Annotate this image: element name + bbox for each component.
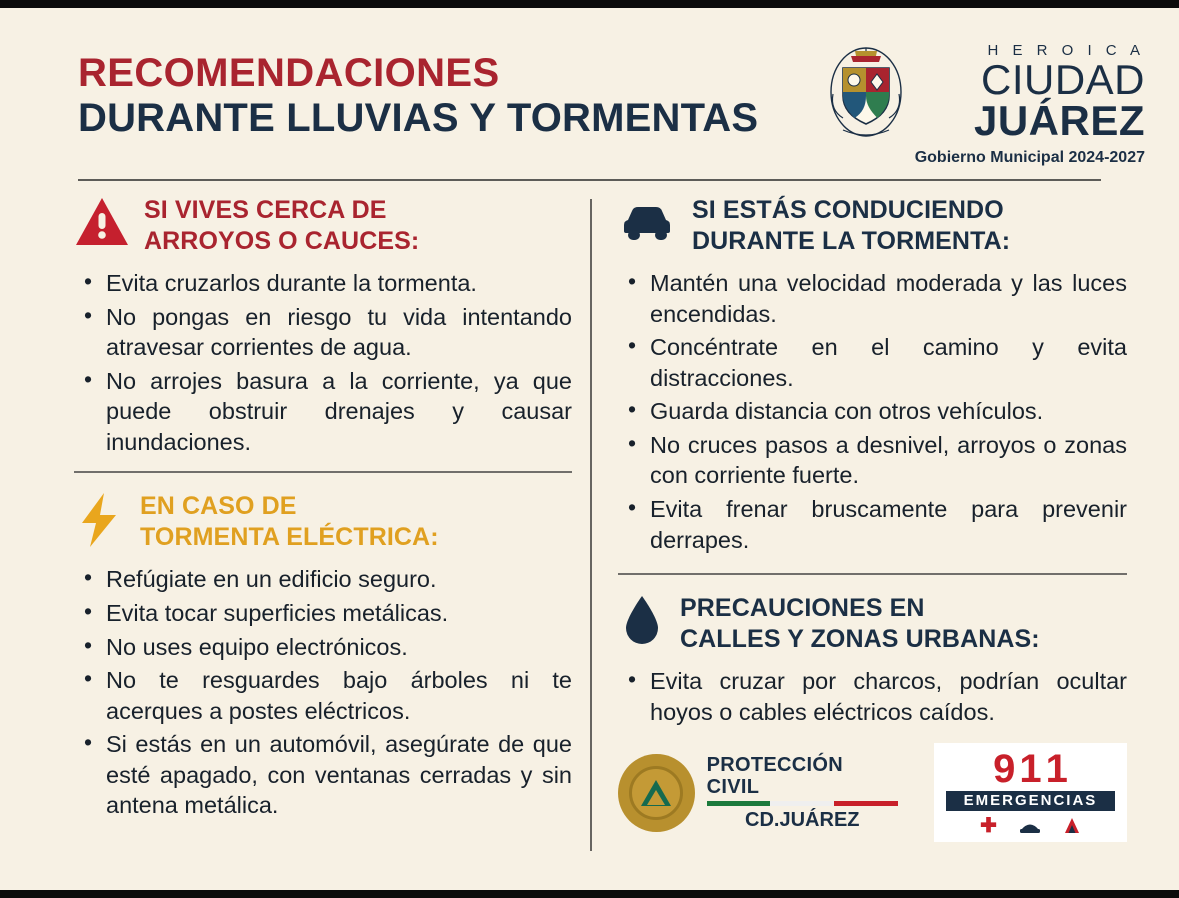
footer-logos — [618, 743, 1127, 842]
list-arroyos — [74, 268, 572, 457]
section-header-tormenta-electrica — [74, 491, 572, 552]
proteccion-civil-line1: PROTECCIÓN CIVIL — [706, 754, 843, 799]
list-item: • No te resguardes bajo árboles ni te acerques a postes eléctricos. — [74, 665, 572, 726]
left-column — [74, 195, 590, 885]
list-item: • Concéntrate en el camino y evita distracciones. — [618, 332, 1127, 393]
proteccion-civil-line2: CD.JUÁREZ — [745, 809, 860, 832]
list-item: • Guarda distancia con otros vehículos. — [618, 396, 1127, 427]
medical-cross-icon: ✚ — [980, 815, 997, 838]
section-title-arroyos — [144, 195, 419, 256]
list-item: • Mantén una velocidad moderada y las luces encendidas. — [618, 268, 1127, 329]
emergency-digit-3: 1 — [1045, 747, 1068, 792]
section-title-line2: ARROYOS O CAUCES: — [144, 226, 420, 255]
section-header-conduciendo — [618, 195, 1127, 256]
emergency-number — [946, 747, 1115, 792]
right-column — [592, 195, 1127, 885]
emergency-digit-2: 1 — [1019, 747, 1042, 792]
lightning-bolt-icon — [74, 491, 126, 549]
brand-ciudad: CIUDAD — [980, 56, 1145, 103]
right-section-divider — [618, 573, 1127, 575]
header-divider — [78, 179, 1101, 181]
column-divider — [590, 199, 592, 851]
section-title-line2: DURANTE LA TORMENTA: — [692, 226, 1011, 255]
emergency-service-icons — [946, 816, 1115, 836]
brand-government-line: Gobierno Municipal 2024-2027 — [914, 149, 1145, 167]
section-title-line2: CALLES Y ZONAS URBANAS: — [680, 624, 1040, 653]
list-tormenta-electrica — [74, 564, 572, 820]
list-item: • Evita cruzar por charcos, podrían ocultar hoyos o cables eléctricos caídos. — [618, 666, 1127, 727]
brand-juarez: JUÁREZ — [973, 97, 1145, 145]
section-title-calles-urbanas — [680, 593, 1040, 654]
section-title-conduciendo — [692, 195, 1010, 256]
section-header-arroyos — [74, 195, 572, 256]
mexico-flag-bar — [707, 801, 898, 806]
section-header-calles-urbanas — [618, 593, 1127, 654]
list-item: • Evita frenar bruscamente para prevenir derrapes. — [618, 494, 1127, 555]
city-brand — [829, 38, 1145, 167]
proteccion-civil-logo — [618, 754, 898, 832]
section-title-line1: EN CASO DE — [140, 492, 297, 521]
warning-triangle-icon — [74, 195, 130, 249]
section-title-line1: PRECAUCIONES EN — [680, 594, 925, 623]
list-item: • Si estás en un automóvil, asegúrate de que esté apagado, con ventanas cerradas y sin antena metálica. — [74, 729, 572, 821]
section-title-line2: TORMENTA ELÉCTRICA: — [140, 522, 439, 551]
page-title-line1: RECOMENDACIONES — [78, 51, 500, 95]
left-section-divider — [74, 471, 572, 473]
list-item: • No arrojes basura a la corriente, ya que puede obstruir drenajes y causar inundaciones. — [74, 366, 572, 458]
fire-flame-icon — [1063, 817, 1081, 835]
poster-canvas — [0, 8, 1179, 890]
content-columns — [30, 195, 1149, 885]
emergency-digit-1: 9 — [993, 747, 1016, 792]
list-item: • Evita tocar superficies metálicas. — [74, 598, 572, 629]
city-brand-text — [915, 42, 1145, 167]
emergency-911-logo — [934, 743, 1127, 842]
list-item: • No cruces pasos a desnivel, arroyos o zonas con corriente fuerte. — [618, 430, 1127, 491]
title-block — [78, 38, 758, 141]
list-item: • No uses equipo electrónicos. — [74, 632, 572, 663]
civil-protection-emblem-icon — [618, 754, 695, 832]
list-item: • Refúgiate en un edificio seguro. — [74, 564, 572, 595]
emergency-label: EMERGENCIAS — [946, 791, 1115, 811]
section-title-tormenta-electrica — [140, 491, 439, 552]
police-cap-icon — [1019, 818, 1041, 834]
proteccion-civil-text — [707, 754, 898, 831]
poster-header — [30, 30, 1149, 167]
section-title-line1: SI VIVES CERCA DE — [144, 196, 387, 225]
list-conduciendo — [618, 268, 1127, 555]
page-title-line2: DURANTE LLUVIAS Y TORMENTAS — [78, 96, 759, 141]
list-item: • Evita cruzarlos durante la tormenta. — [74, 268, 572, 299]
city-coat-of-arms-icon — [829, 42, 903, 138]
list-item: • No pongas en riesgo tu vida intentando atravesar corrientes de agua. — [74, 302, 572, 363]
water-drop-icon — [618, 593, 666, 649]
section-title-line1: SI ESTÁS CONDUCIENDO — [692, 196, 1004, 225]
list-calles-urbanas — [618, 666, 1127, 727]
car-icon — [618, 195, 678, 243]
brand-heroica: H E R O I C A — [987, 42, 1145, 59]
